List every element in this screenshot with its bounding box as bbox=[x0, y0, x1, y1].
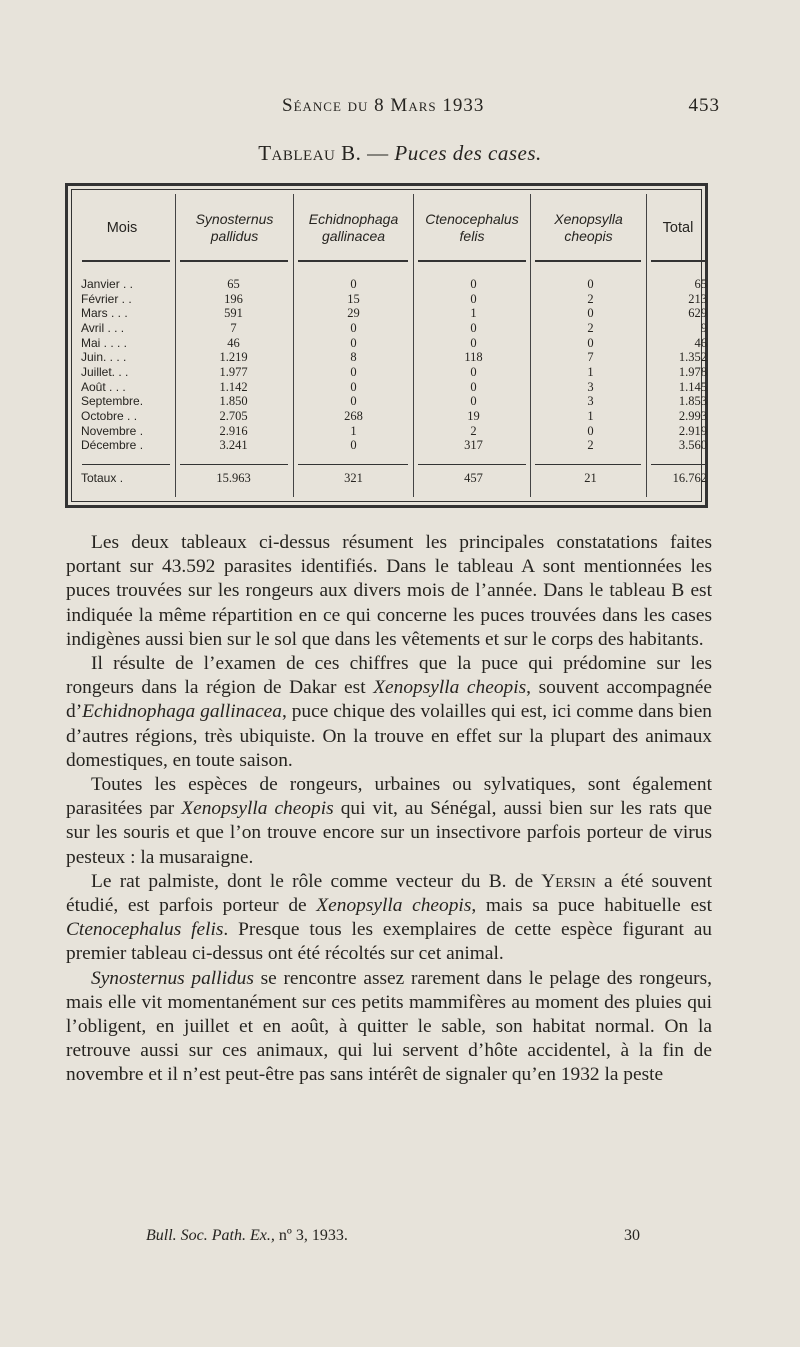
cell-month: Octobre . . bbox=[81, 408, 138, 423]
totals-synosternus: 15.963 bbox=[216, 471, 251, 485]
paragraph-4 bbox=[66, 870, 712, 967]
paragraph-3 bbox=[66, 773, 712, 870]
header-ctenocephalus-line1: Ctenocephalus bbox=[425, 211, 519, 227]
header-xenopsylla-line1: Xenopsylla bbox=[554, 211, 623, 227]
table-row bbox=[72, 381, 709, 394]
species-name: Echidnophaga gallinacea bbox=[82, 701, 282, 723]
table-row bbox=[72, 395, 709, 408]
totals-row bbox=[72, 472, 709, 485]
cell-ctenocephalus: 118 bbox=[464, 350, 483, 365]
cell-synosternus: 1.850 bbox=[219, 394, 248, 409]
cell-synosternus: 3.241 bbox=[219, 438, 248, 453]
totals-xenopsylla: 21 bbox=[584, 471, 597, 485]
paragraph-4-text: . Presque tous les exemplaires de cette espèce figurant au premier tableau ci-dessus ont été récoltés sur cet animal. bbox=[66, 919, 712, 965]
paragraph-4-text: a été souvent étudié, est parfois porteur de bbox=[66, 870, 712, 917]
cell-synosternus: 1.142 bbox=[219, 379, 248, 394]
cell-xenopsylla: 0 bbox=[587, 277, 594, 291]
journal-issue: nº 3, 1933. bbox=[274, 1227, 348, 1244]
paragraph-4-text: Le rat palmiste, dont le rôle comme vecteur du B. de bbox=[91, 870, 542, 892]
cell-ctenocephalus: 0 bbox=[470, 291, 477, 306]
cell-xenopsylla: 2 bbox=[587, 291, 594, 306]
paragraph-2 bbox=[66, 652, 712, 773]
table-caption bbox=[0, 141, 800, 166]
totals-ctenocephalus: 457 bbox=[464, 471, 483, 485]
totals-grand-total: 16.762 bbox=[672, 471, 707, 485]
header-echidnophaga-line1: Echidnophaga bbox=[308, 211, 399, 227]
author-name: Yersin bbox=[541, 870, 596, 892]
header-synosternus-line2: pallidus bbox=[210, 228, 259, 244]
cell-total: 3.560 bbox=[678, 438, 707, 453]
page-number: 453 bbox=[688, 95, 720, 116]
cell-echidnophaga: 0 bbox=[350, 379, 357, 394]
table-row bbox=[72, 293, 709, 306]
cell-total: 2.993 bbox=[678, 408, 707, 423]
totals-rule bbox=[651, 464, 705, 465]
paragraph-2-text: , puce chique des volailles qui est, ici comme dans bien d’autres régions, très ubiquiste. On la trouve en effet sur la plupart des animaux domestiques, en toute saison. bbox=[66, 701, 712, 771]
cell-month: Septembre. bbox=[81, 394, 144, 409]
cell-synosternus: 46 bbox=[227, 335, 240, 350]
table-row bbox=[72, 307, 709, 320]
cell-month: Novembre . bbox=[81, 423, 144, 438]
table-row bbox=[72, 322, 709, 335]
cell-ctenocephalus: 19 bbox=[467, 408, 480, 423]
header-month-label: Mois bbox=[106, 219, 138, 236]
header-rule bbox=[535, 260, 641, 262]
cell-xenopsylla: 2 bbox=[587, 438, 594, 453]
cell-total: 65 bbox=[694, 277, 707, 291]
cell-total: 1.853 bbox=[678, 394, 707, 409]
species-name: Ctenocephalus felis bbox=[66, 919, 224, 941]
paragraph-3-text: Toutes les espèces de rongeurs, urbaines ou sylvatiques, sont également parasitées par bbox=[66, 774, 712, 820]
species-name: Xenopsylla cheopis bbox=[181, 798, 334, 820]
cell-synosternus: 196 bbox=[224, 291, 243, 306]
paragraph-1-text: Les deux tableaux ci-dessus résument les principales constatations faites portant sur 43.592 parasites identifiés. Dans le tableau A sont mentionnées les puces trouvées sur les rongeurs aux divers mois de l’année. Dans le tableau B est indiquée la même répartition en ce qui concerne les puces trouvées dans les cases indigènes aussi bien sur le sol que dans les vêtements et sur le corps des habitants. bbox=[66, 532, 712, 650]
cell-ctenocephalus: 1 bbox=[470, 306, 477, 321]
cell-echidnophaga: 0 bbox=[350, 277, 357, 291]
totals-rule bbox=[180, 464, 288, 465]
cell-ctenocephalus: 0 bbox=[470, 379, 477, 394]
header-total-label: Total bbox=[662, 219, 694, 236]
table-caption-label: Tableau B. bbox=[258, 141, 362, 165]
totals-rule bbox=[82, 464, 170, 465]
running-head bbox=[60, 95, 720, 121]
species-name: Xenopsylla cheopis bbox=[316, 895, 472, 917]
cell-echidnophaga: 0 bbox=[350, 438, 357, 453]
cell-synosternus: 7 bbox=[230, 320, 237, 335]
cell-echidnophaga: 0 bbox=[350, 320, 357, 335]
cell-month: Avril . . . bbox=[81, 320, 125, 335]
table-row bbox=[72, 425, 709, 438]
body-text bbox=[66, 531, 712, 1088]
cell-ctenocephalus: 0 bbox=[470, 364, 477, 379]
species-name: Xenopsylla cheopis bbox=[373, 677, 527, 699]
table-row bbox=[72, 439, 709, 452]
cell-xenopsylla: 3 bbox=[587, 379, 594, 394]
paragraph-2-text: Il résulte de l’examen de ces chiffres que la puce qui prédomine sur les rongeurs dans la région de Dakar est bbox=[66, 653, 712, 699]
cell-echidnophaga: 29 bbox=[347, 306, 360, 321]
cell-synosternus: 2.916 bbox=[219, 423, 248, 438]
cell-echidnophaga: 8 bbox=[350, 350, 357, 365]
table-row bbox=[72, 278, 709, 291]
journal-reference bbox=[146, 1227, 348, 1245]
cell-total: 629 bbox=[688, 306, 707, 321]
table-row bbox=[72, 351, 709, 364]
cell-month: Juin. . . . bbox=[81, 350, 127, 365]
cell-echidnophaga: 15 bbox=[347, 291, 360, 306]
header-xenopsylla-line2: cheopis bbox=[564, 228, 613, 244]
cell-xenopsylla: 0 bbox=[587, 306, 594, 321]
header-xenopsylla bbox=[531, 204, 646, 252]
species-name: Synosternus pallidus bbox=[91, 967, 254, 989]
cell-ctenocephalus: 0 bbox=[470, 320, 477, 335]
cell-ctenocephalus: 317 bbox=[464, 438, 483, 453]
cell-echidnophaga: 0 bbox=[350, 394, 357, 409]
table-inner-frame bbox=[71, 189, 707, 502]
cell-echidnophaga: 268 bbox=[344, 408, 363, 423]
header-synosternus bbox=[176, 204, 293, 252]
totals-rule bbox=[298, 464, 408, 465]
cell-xenopsylla: 1 bbox=[587, 364, 594, 379]
cell-month: Août . . . bbox=[81, 379, 126, 394]
cell-xenopsylla: 0 bbox=[587, 423, 594, 438]
cell-xenopsylla: 3 bbox=[587, 394, 594, 409]
paragraph-2-text: , souvent accompagnée d’ bbox=[66, 677, 712, 723]
totals-rule bbox=[418, 464, 526, 465]
table-caption-title: Puces des cases. bbox=[394, 141, 542, 165]
cell-synosternus: 1.219 bbox=[219, 350, 248, 365]
journal-title: Bull. Soc. Path. Ex., bbox=[146, 1227, 275, 1244]
header-rule bbox=[651, 260, 705, 262]
cell-synosternus: 2.705 bbox=[219, 408, 248, 423]
totals-echidnophaga: 321 bbox=[344, 471, 363, 485]
cell-xenopsylla: 2 bbox=[587, 320, 594, 335]
running-head-title: Séance du 8 Mars 1933 bbox=[282, 95, 485, 116]
cell-month: Mai . . . . bbox=[81, 335, 128, 350]
cell-month: Juillet. . . bbox=[81, 364, 129, 379]
cell-synosternus: 1.977 bbox=[219, 364, 248, 379]
cell-xenopsylla: 7 bbox=[587, 350, 594, 365]
paragraph-5 bbox=[66, 967, 712, 1088]
paragraph-1 bbox=[66, 531, 712, 652]
header-total bbox=[647, 204, 709, 252]
table-row bbox=[72, 366, 709, 379]
page-footer bbox=[146, 1227, 646, 1249]
cell-synosternus: 65 bbox=[227, 277, 240, 291]
header-ctenocephalus-line2: felis bbox=[459, 228, 485, 244]
cell-total: 46 bbox=[694, 335, 707, 350]
header-month bbox=[72, 204, 172, 252]
cell-total: 9 bbox=[700, 320, 707, 335]
header-echidnophaga-line2: gallinacea bbox=[321, 228, 386, 244]
header-rule bbox=[298, 260, 408, 262]
cell-xenopsylla: 1 bbox=[587, 408, 594, 423]
cell-total: 2.919 bbox=[678, 423, 707, 438]
cell-ctenocephalus: 0 bbox=[470, 277, 477, 291]
table-row bbox=[72, 410, 709, 423]
cell-month: Mars . . . bbox=[81, 306, 128, 321]
cell-month: Janvier . . bbox=[81, 277, 134, 291]
header-rule bbox=[82, 260, 170, 262]
cell-total: 213 bbox=[688, 291, 707, 306]
header-rule bbox=[180, 260, 288, 262]
paragraph-5-text: se rencontre assez rarement dans le pelage des rongeurs, mais elle vit momentanément sur ces petits mammifères au moment des pluies qui l’obligent, en juillet et en août, à quitter le sable, son habitat normal. On la retrouve aussi sur ces animaux, qui lui servent d’hôte accidentel, à la fin de novembre et il n’est peut-être pas sans intérêt de signaler qu’en 1932 la peste bbox=[66, 967, 712, 1086]
table-caption-dash: — bbox=[361, 141, 395, 165]
paragraph-3-text: qui vit, au Sénégal, aussi bien sur les rats que sur les souris et que l’on trouve encore sur un insectivore parfois porteur de virus pesteux : la musaraigne. bbox=[66, 798, 712, 868]
cell-xenopsylla: 0 bbox=[587, 335, 594, 350]
header-ctenocephalus bbox=[414, 204, 530, 252]
table-row bbox=[72, 337, 709, 350]
paragraph-4-text: , mais sa puce habituelle est bbox=[471, 895, 712, 917]
cell-ctenocephalus: 0 bbox=[470, 394, 477, 409]
header-rule bbox=[418, 260, 526, 262]
header-synosternus-line1: Synosternus bbox=[195, 211, 274, 227]
cell-echidnophaga: 0 bbox=[350, 364, 357, 379]
signature-number: 30 bbox=[624, 1227, 640, 1244]
header-echidnophaga bbox=[294, 204, 413, 252]
cell-total: 1.352 bbox=[678, 350, 707, 365]
cell-total: 1.145 bbox=[678, 379, 707, 394]
cell-ctenocephalus: 2 bbox=[470, 423, 477, 438]
totals-label: Totaux . bbox=[81, 471, 124, 485]
cell-ctenocephalus: 0 bbox=[470, 335, 477, 350]
data-table bbox=[65, 183, 708, 508]
cell-total: 1.978 bbox=[678, 364, 707, 379]
cell-synosternus: 591 bbox=[224, 306, 243, 321]
cell-month: Février . . bbox=[81, 291, 132, 306]
totals-rule bbox=[535, 464, 641, 465]
cell-month: Décembre . bbox=[81, 438, 144, 453]
cell-echidnophaga: 1 bbox=[350, 423, 357, 438]
cell-echidnophaga: 0 bbox=[350, 335, 357, 350]
